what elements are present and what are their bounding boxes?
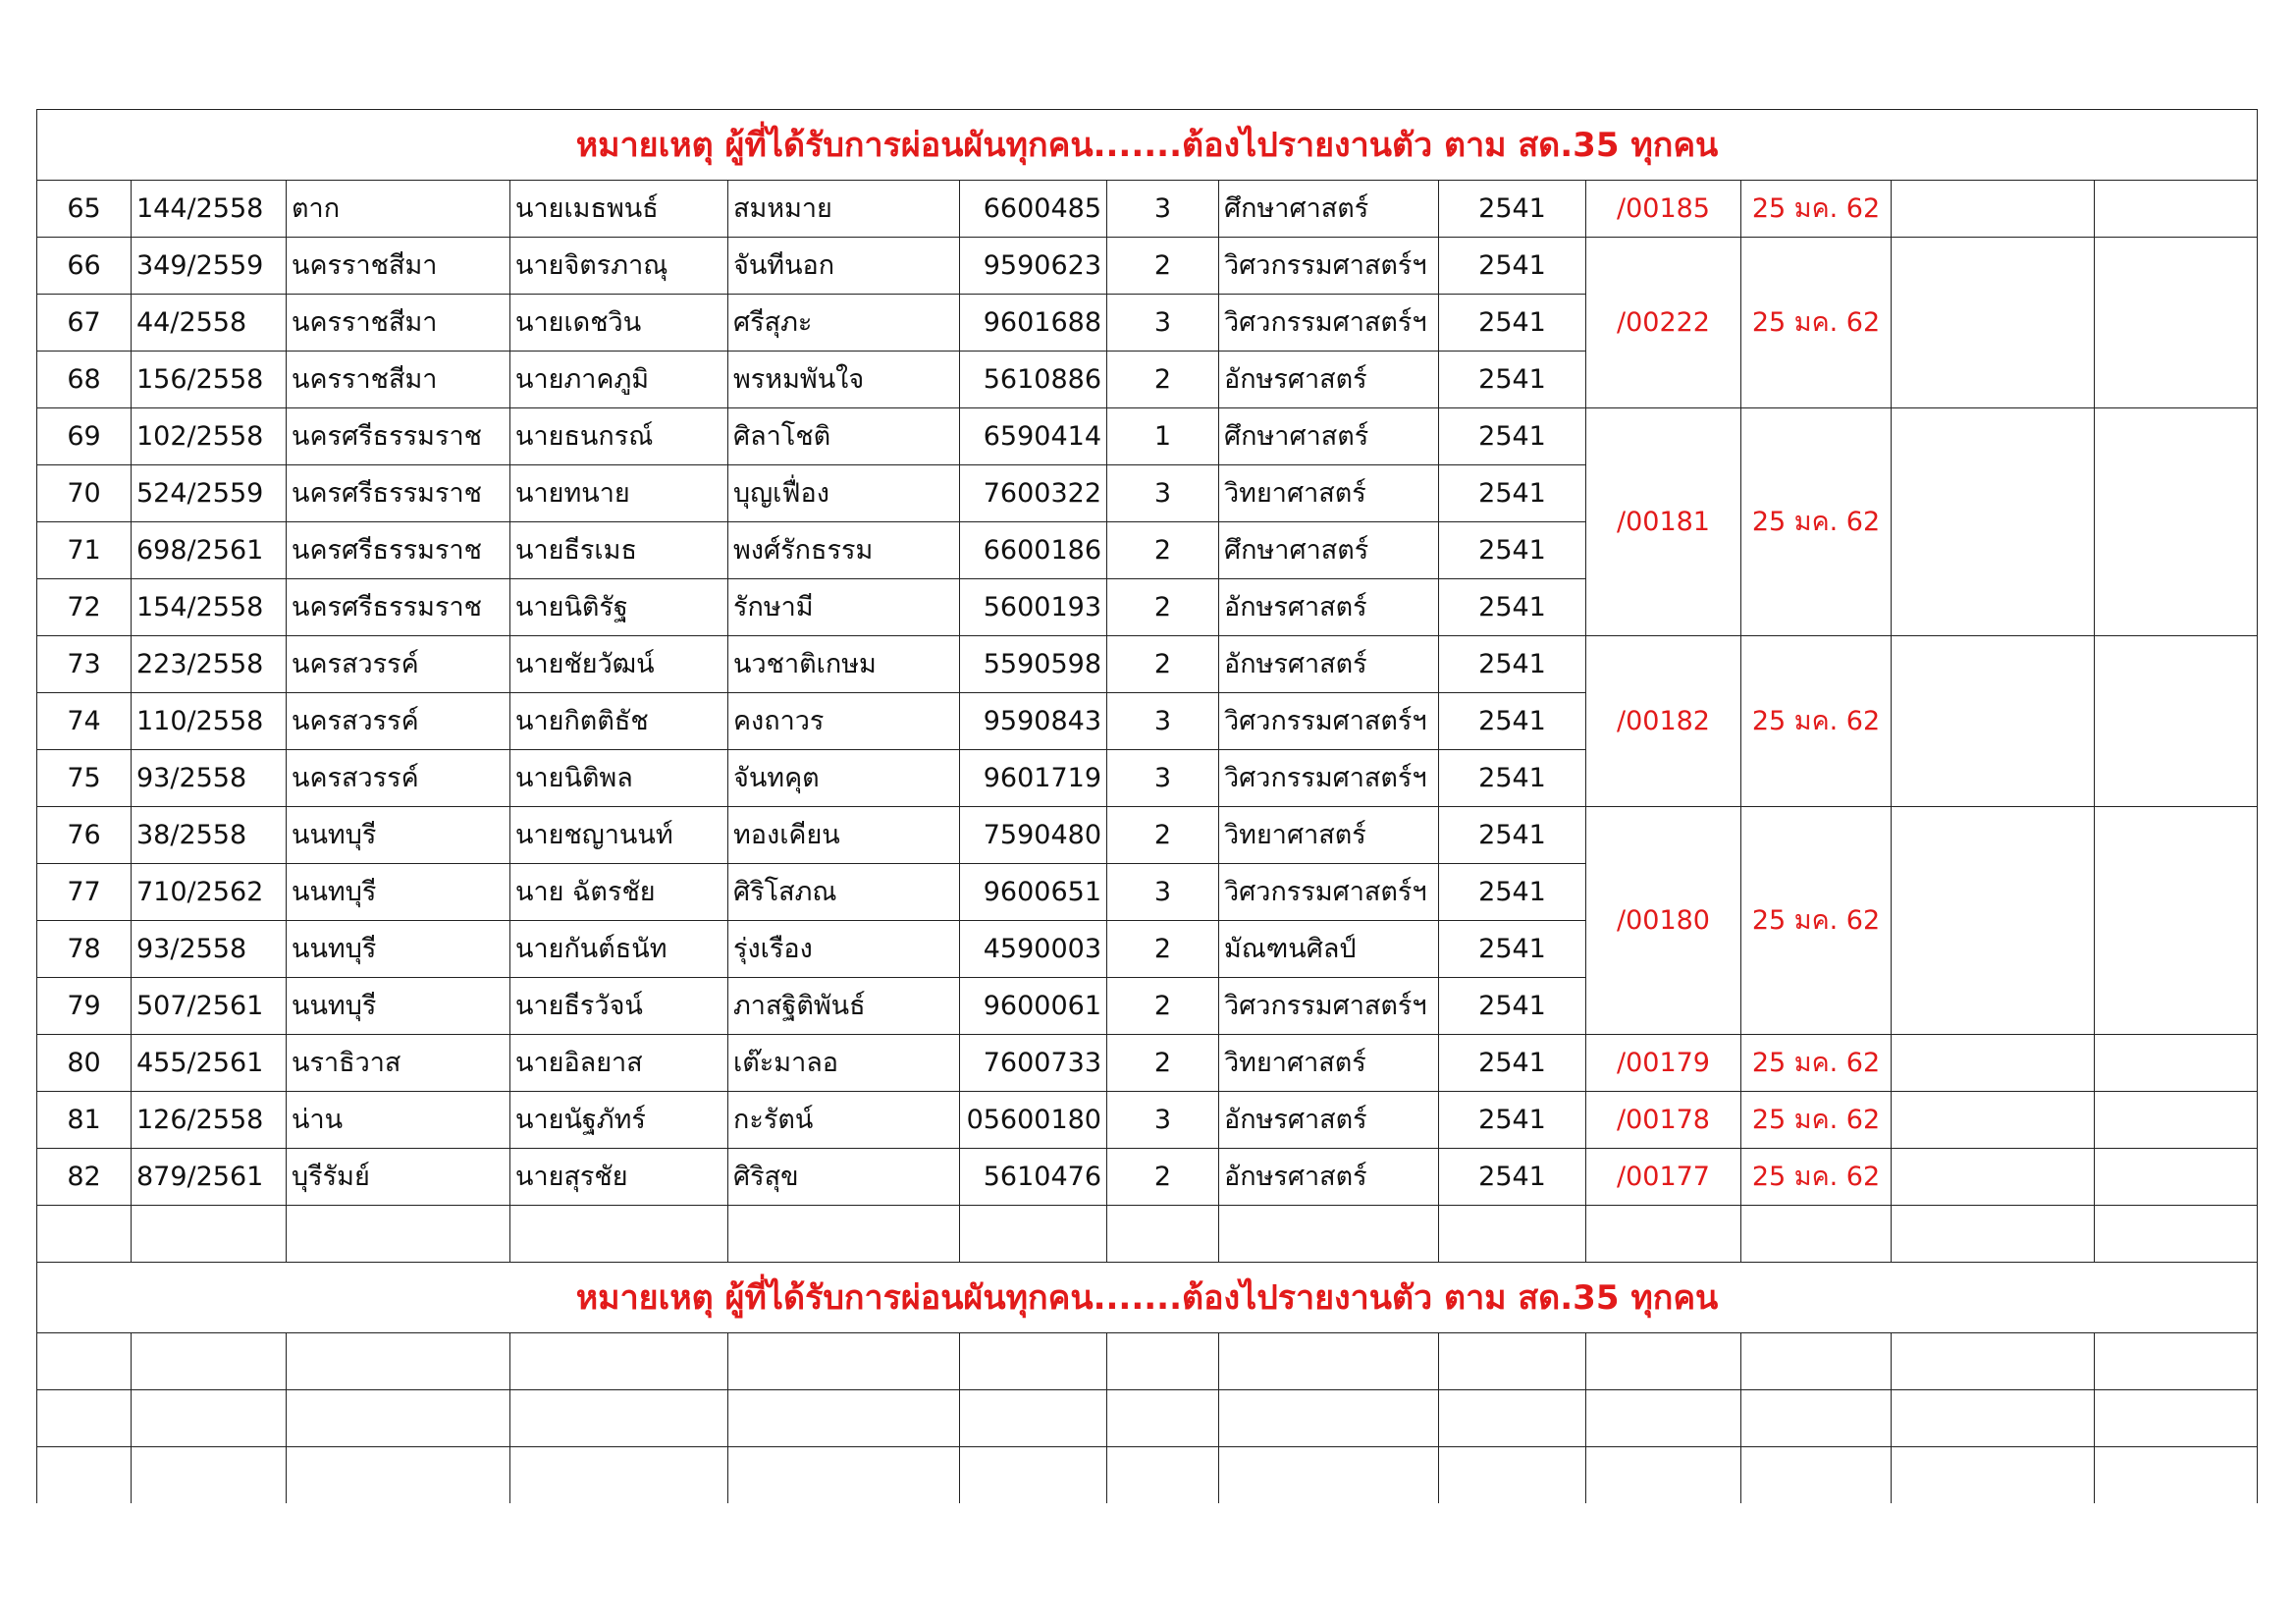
table-row bbox=[37, 636, 2258, 693]
cell-province: นราธิวาส bbox=[287, 1035, 510, 1092]
cell-document-no: 44/2558 bbox=[132, 295, 287, 352]
cell-first-name: นายธีรเมธ bbox=[510, 522, 728, 579]
cell-last-name: พงศ์รักธรรม bbox=[728, 522, 960, 579]
cell-empty bbox=[1586, 1206, 1741, 1263]
cell-birth-year: 2541 bbox=[1439, 352, 1586, 408]
cell-last-name: ศิริโสภณ bbox=[728, 864, 960, 921]
cell-empty bbox=[37, 1206, 132, 1263]
note-row-top bbox=[37, 110, 2258, 181]
cell-province: นนทบุรี bbox=[287, 978, 510, 1035]
cell-province: นครราชสีมา bbox=[287, 295, 510, 352]
cell-year-level: 2 bbox=[1107, 921, 1219, 978]
cell-empty bbox=[728, 1447, 960, 1504]
cell-student-code: 9590843 bbox=[960, 693, 1107, 750]
cell-last-name: ศิริสุข bbox=[728, 1149, 960, 1206]
cell-document-no: 93/2558 bbox=[132, 921, 287, 978]
cell-year-level: 3 bbox=[1107, 181, 1219, 238]
cell-number: 69 bbox=[37, 408, 132, 465]
cell-date: 25 มค. 62 bbox=[1741, 807, 1892, 1035]
cell-birth-year: 2541 bbox=[1439, 693, 1586, 750]
cell-student-code: 5600193 bbox=[960, 579, 1107, 636]
cell-reference-no: /00178 bbox=[1586, 1092, 1741, 1149]
cell-empty bbox=[1892, 1333, 2095, 1390]
note-text: หมายเหตุ ผู้ที่ได้รับการผ่อนผันทุกคน.......ต้องไปรายงานตัว ตาม สด.35 ทุกคน bbox=[37, 1263, 2258, 1333]
cell-empty bbox=[287, 1333, 510, 1390]
cell-document-no: 93/2558 bbox=[132, 750, 287, 807]
cell-year-level: 2 bbox=[1107, 1035, 1219, 1092]
cell-empty bbox=[728, 1390, 960, 1447]
cell-empty bbox=[1219, 1333, 1439, 1390]
cell-empty bbox=[132, 1333, 287, 1390]
cell-student-code: 7590480 bbox=[960, 807, 1107, 864]
cell-date: 25 มค. 62 bbox=[1741, 1092, 1892, 1149]
cell-number: 80 bbox=[37, 1035, 132, 1092]
cell-faculty: อักษรศาสตร์ bbox=[1219, 1149, 1439, 1206]
cell-empty bbox=[728, 1206, 960, 1263]
cell-document-no: 698/2561 bbox=[132, 522, 287, 579]
cell-empty bbox=[1892, 1447, 2095, 1504]
cell-document-no: 710/2562 bbox=[132, 864, 287, 921]
cell-student-code: 5610886 bbox=[960, 352, 1107, 408]
cell-empty bbox=[1741, 1206, 1892, 1263]
cell-document-no: 154/2558 bbox=[132, 579, 287, 636]
cell-birth-year: 2541 bbox=[1439, 181, 1586, 238]
cell-empty bbox=[1439, 1333, 1586, 1390]
cell-student-code: 9600061 bbox=[960, 978, 1107, 1035]
table-body bbox=[37, 110, 2258, 1504]
cell-empty bbox=[1107, 1333, 1219, 1390]
cell-document-no: 126/2558 bbox=[132, 1092, 287, 1149]
cell-document-no: 102/2558 bbox=[132, 408, 287, 465]
cell-reference-no: /00222 bbox=[1586, 238, 1741, 408]
cell-document-no: 524/2559 bbox=[132, 465, 287, 522]
cell-birth-year: 2541 bbox=[1439, 408, 1586, 465]
cell-faculty: อักษรศาสตร์ bbox=[1219, 352, 1439, 408]
cell-empty bbox=[132, 1206, 287, 1263]
cell-empty bbox=[960, 1333, 1107, 1390]
cell-empty bbox=[2095, 1092, 2258, 1149]
cell-first-name: นายธนกรณ์ bbox=[510, 408, 728, 465]
blank-row bbox=[37, 1333, 2258, 1390]
cell-faculty: ศึกษาศาสตร์ bbox=[1219, 522, 1439, 579]
cell-first-name: นายธีรวัจน์ bbox=[510, 978, 728, 1035]
cell-birth-year: 2541 bbox=[1439, 1149, 1586, 1206]
cell-student-code: 9590623 bbox=[960, 238, 1107, 295]
cell-province: นครราชสีมา bbox=[287, 352, 510, 408]
cell-empty bbox=[960, 1390, 1107, 1447]
cell-faculty: วิศวกรรมศาสตร์ฯ bbox=[1219, 750, 1439, 807]
cell-document-no: 879/2561 bbox=[132, 1149, 287, 1206]
cell-number: 71 bbox=[37, 522, 132, 579]
cell-number: 73 bbox=[37, 636, 132, 693]
cell-first-name: นายอิลยาส bbox=[510, 1035, 728, 1092]
cell-student-code: 9601688 bbox=[960, 295, 1107, 352]
cell-birth-year: 2541 bbox=[1439, 522, 1586, 579]
cell-faculty: วิศวกรรมศาสตร์ฯ bbox=[1219, 864, 1439, 921]
cell-province: นครศรีธรรมราช bbox=[287, 522, 510, 579]
cell-last-name: รุ่งเรือง bbox=[728, 921, 960, 978]
cell-first-name: นายชัยวัฒน์ bbox=[510, 636, 728, 693]
table-row bbox=[37, 181, 2258, 238]
cell-last-name: จันทีนอก bbox=[728, 238, 960, 295]
cell-province: บุรีรัมย์ bbox=[287, 1149, 510, 1206]
cell-last-name: รักษามี bbox=[728, 579, 960, 636]
cell-province: ตาก bbox=[287, 181, 510, 238]
cell-empty bbox=[2095, 238, 2258, 408]
note-row-bottom bbox=[37, 1263, 2258, 1333]
cell-empty bbox=[960, 1206, 1107, 1263]
cell-province: นนทบุรี bbox=[287, 921, 510, 978]
cell-faculty: อักษรศาสตร์ bbox=[1219, 1092, 1439, 1149]
cell-empty bbox=[1892, 181, 2095, 238]
cell-student-code: 05600180 bbox=[960, 1092, 1107, 1149]
cell-empty bbox=[2095, 807, 2258, 1035]
cell-reference-no: /00180 bbox=[1586, 807, 1741, 1035]
cell-year-level: 3 bbox=[1107, 295, 1219, 352]
cell-empty bbox=[287, 1206, 510, 1263]
cell-province: นนทบุรี bbox=[287, 864, 510, 921]
cell-last-name: คงถาวร bbox=[728, 693, 960, 750]
cell-empty bbox=[132, 1390, 287, 1447]
cell-empty bbox=[1741, 1390, 1892, 1447]
cell-empty bbox=[1219, 1447, 1439, 1504]
cell-date: 25 มค. 62 bbox=[1741, 636, 1892, 807]
cell-faculty: ศึกษาศาสตร์ bbox=[1219, 408, 1439, 465]
cell-birth-year: 2541 bbox=[1439, 295, 1586, 352]
cell-document-no: 110/2558 bbox=[132, 693, 287, 750]
cell-date: 25 มค. 62 bbox=[1741, 1035, 1892, 1092]
cell-faculty: มัณฑนศิลป์ bbox=[1219, 921, 1439, 978]
cell-empty bbox=[287, 1447, 510, 1504]
cell-reference-no: /00182 bbox=[1586, 636, 1741, 807]
cell-province: นครศรีธรรมราช bbox=[287, 408, 510, 465]
cell-student-code: 5610476 bbox=[960, 1149, 1107, 1206]
cell-student-code: 6600485 bbox=[960, 181, 1107, 238]
cell-number: 78 bbox=[37, 921, 132, 978]
cell-empty bbox=[37, 1447, 132, 1504]
cell-year-level: 3 bbox=[1107, 750, 1219, 807]
cell-date: 25 มค. 62 bbox=[1741, 238, 1892, 408]
cell-faculty: วิศวกรรมศาสตร์ฯ bbox=[1219, 295, 1439, 352]
cell-student-code: 5590598 bbox=[960, 636, 1107, 693]
cell-empty bbox=[1439, 1390, 1586, 1447]
cell-faculty: วิศวกรรมศาสตร์ฯ bbox=[1219, 238, 1439, 295]
cell-first-name: นายกิตติธัช bbox=[510, 693, 728, 750]
cell-empty bbox=[2095, 1333, 2258, 1390]
cell-faculty: วิทยาศาสตร์ bbox=[1219, 1035, 1439, 1092]
cell-birth-year: 2541 bbox=[1439, 921, 1586, 978]
cell-birth-year: 2541 bbox=[1439, 238, 1586, 295]
table-row bbox=[37, 1092, 2258, 1149]
cell-empty bbox=[510, 1390, 728, 1447]
cell-number: 82 bbox=[37, 1149, 132, 1206]
cell-document-no: 38/2558 bbox=[132, 807, 287, 864]
cell-province: นครศรีธรรมราช bbox=[287, 579, 510, 636]
cell-province: นครราชสีมา bbox=[287, 238, 510, 295]
cell-first-name: นายนัฐภัทร์ bbox=[510, 1092, 728, 1149]
cell-first-name: นายชญานนท์ bbox=[510, 807, 728, 864]
cell-faculty: วิศวกรรมศาสตร์ฯ bbox=[1219, 978, 1439, 1035]
table-row bbox=[37, 807, 2258, 864]
cell-empty bbox=[1107, 1447, 1219, 1504]
cell-first-name: นายจิตรภาณุ bbox=[510, 238, 728, 295]
table-row bbox=[37, 1035, 2258, 1092]
cell-birth-year: 2541 bbox=[1439, 579, 1586, 636]
cell-empty bbox=[1892, 408, 2095, 636]
cell-last-name: กะรัตน์ bbox=[728, 1092, 960, 1149]
blank-row bbox=[37, 1447, 2258, 1504]
cell-faculty: อักษรศาสตร์ bbox=[1219, 579, 1439, 636]
cell-empty bbox=[1892, 1206, 2095, 1263]
cell-last-name: ทองเคียน bbox=[728, 807, 960, 864]
cell-student-code: 4590003 bbox=[960, 921, 1107, 978]
cell-document-no: 507/2561 bbox=[132, 978, 287, 1035]
cell-province: นครสวรรค์ bbox=[287, 636, 510, 693]
cell-document-no: 223/2558 bbox=[132, 636, 287, 693]
cell-province: น่าน bbox=[287, 1092, 510, 1149]
cell-birth-year: 2541 bbox=[1439, 807, 1586, 864]
cell-year-level: 2 bbox=[1107, 579, 1219, 636]
cell-year-level: 2 bbox=[1107, 1149, 1219, 1206]
cell-year-level: 3 bbox=[1107, 864, 1219, 921]
cell-empty bbox=[1586, 1333, 1741, 1390]
cell-empty bbox=[2095, 1149, 2258, 1206]
cell-date: 25 มค. 62 bbox=[1741, 408, 1892, 636]
cell-year-level: 2 bbox=[1107, 522, 1219, 579]
cell-last-name: ศิลาโชติ bbox=[728, 408, 960, 465]
cell-empty bbox=[1741, 1447, 1892, 1504]
cell-province: นครสวรรค์ bbox=[287, 693, 510, 750]
cell-year-level: 2 bbox=[1107, 636, 1219, 693]
cell-first-name: นายนิติรัฐ bbox=[510, 579, 728, 636]
cell-empty bbox=[132, 1447, 287, 1504]
cell-last-name: จันทคุต bbox=[728, 750, 960, 807]
cell-birth-year: 2541 bbox=[1439, 750, 1586, 807]
cell-last-name: ภาสฐิติพันธ์ bbox=[728, 978, 960, 1035]
blank-row bbox=[37, 1390, 2258, 1447]
cell-reference-no: /00181 bbox=[1586, 408, 1741, 636]
cell-first-name: นายนิติพล bbox=[510, 750, 728, 807]
cell-empty bbox=[2095, 181, 2258, 238]
cell-empty bbox=[960, 1447, 1107, 1504]
cell-empty bbox=[1892, 636, 2095, 807]
cell-date: 25 มค. 62 bbox=[1741, 1149, 1892, 1206]
cell-empty bbox=[2095, 1447, 2258, 1504]
cell-year-level: 3 bbox=[1107, 693, 1219, 750]
cell-empty bbox=[1107, 1206, 1219, 1263]
cell-province: นครศรีธรรมราช bbox=[287, 465, 510, 522]
cell-first-name: นายสุรชัย bbox=[510, 1149, 728, 1206]
cell-birth-year: 2541 bbox=[1439, 864, 1586, 921]
cell-empty bbox=[1219, 1206, 1439, 1263]
cell-birth-year: 2541 bbox=[1439, 978, 1586, 1035]
cell-number: 79 bbox=[37, 978, 132, 1035]
cell-number: 75 bbox=[37, 750, 132, 807]
cell-empty bbox=[1892, 1390, 2095, 1447]
cell-empty bbox=[1892, 1092, 2095, 1149]
cell-first-name: นายทนาย bbox=[510, 465, 728, 522]
cell-faculty: วิทยาศาสตร์ bbox=[1219, 807, 1439, 864]
cell-year-level: 2 bbox=[1107, 978, 1219, 1035]
cell-first-name: นายกันต์ธนัท bbox=[510, 921, 728, 978]
cell-province: นครสวรรค์ bbox=[287, 750, 510, 807]
cell-number: 81 bbox=[37, 1092, 132, 1149]
cell-empty bbox=[1741, 1333, 1892, 1390]
cell-reference-no: /00177 bbox=[1586, 1149, 1741, 1206]
cell-number: 74 bbox=[37, 693, 132, 750]
cell-number: 66 bbox=[37, 238, 132, 295]
cell-reference-no: /00179 bbox=[1586, 1035, 1741, 1092]
cell-year-level: 2 bbox=[1107, 238, 1219, 295]
cell-first-name: นายเมธพนธ์ bbox=[510, 181, 728, 238]
cell-empty bbox=[1219, 1390, 1439, 1447]
cell-empty bbox=[510, 1333, 728, 1390]
cell-student-code: 6590414 bbox=[960, 408, 1107, 465]
cell-last-name: สมหมาย bbox=[728, 181, 960, 238]
note-text: หมายเหตุ ผู้ที่ได้รับการผ่อนผันทุกคน.......ต้องไปรายงานตัว ตาม สด.35 ทุกคน bbox=[37, 110, 2258, 181]
cell-year-level: 3 bbox=[1107, 1092, 1219, 1149]
cell-student-code: 9600651 bbox=[960, 864, 1107, 921]
cell-year-level: 1 bbox=[1107, 408, 1219, 465]
cell-empty bbox=[2095, 1390, 2258, 1447]
cell-faculty: อักษรศาสตร์ bbox=[1219, 636, 1439, 693]
cell-student-code: 7600322 bbox=[960, 465, 1107, 522]
cell-empty bbox=[1586, 1447, 1741, 1504]
cell-year-level: 2 bbox=[1107, 807, 1219, 864]
cell-empty bbox=[2095, 1035, 2258, 1092]
cell-birth-year: 2541 bbox=[1439, 1092, 1586, 1149]
table-row bbox=[37, 1149, 2258, 1206]
cell-empty bbox=[1892, 238, 2095, 408]
cell-document-no: 156/2558 bbox=[132, 352, 287, 408]
cell-faculty: วิทยาศาสตร์ bbox=[1219, 465, 1439, 522]
cell-reference-no: /00185 bbox=[1586, 181, 1741, 238]
cell-document-no: 144/2558 bbox=[132, 181, 287, 238]
cell-birth-year: 2541 bbox=[1439, 465, 1586, 522]
cell-number: 76 bbox=[37, 807, 132, 864]
cell-year-level: 2 bbox=[1107, 352, 1219, 408]
cell-empty bbox=[510, 1206, 728, 1263]
cell-number: 68 bbox=[37, 352, 132, 408]
cell-empty bbox=[1892, 807, 2095, 1035]
cell-number: 65 bbox=[37, 181, 132, 238]
blank-row bbox=[37, 1206, 2258, 1263]
cell-student-code: 7600733 bbox=[960, 1035, 1107, 1092]
cell-date: 25 มค. 62 bbox=[1741, 181, 1892, 238]
cell-empty bbox=[37, 1390, 132, 1447]
cell-document-no: 349/2559 bbox=[132, 238, 287, 295]
cell-number: 72 bbox=[37, 579, 132, 636]
cell-last-name: ศรีสุภะ bbox=[728, 295, 960, 352]
cell-birth-year: 2541 bbox=[1439, 636, 1586, 693]
cell-last-name: เต๊ะมาลอ bbox=[728, 1035, 960, 1092]
cell-empty bbox=[1586, 1390, 1741, 1447]
cell-faculty: ศึกษาศาสตร์ bbox=[1219, 181, 1439, 238]
cell-empty bbox=[728, 1333, 960, 1390]
cell-last-name: บุญเฟื่อง bbox=[728, 465, 960, 522]
registration-table bbox=[36, 109, 2258, 1503]
table-row bbox=[37, 408, 2258, 465]
cell-document-no: 455/2561 bbox=[132, 1035, 287, 1092]
cell-faculty: วิศวกรรมศาสตร์ฯ bbox=[1219, 693, 1439, 750]
cell-first-name: นายเดชวิน bbox=[510, 295, 728, 352]
cell-empty bbox=[1439, 1447, 1586, 1504]
cell-first-name: นาย ฉัตรชัย bbox=[510, 864, 728, 921]
cell-first-name: นายภาคภูมิ bbox=[510, 352, 728, 408]
cell-number: 70 bbox=[37, 465, 132, 522]
cell-student-code: 9601719 bbox=[960, 750, 1107, 807]
cell-student-code: 6600186 bbox=[960, 522, 1107, 579]
table-row bbox=[37, 238, 2258, 295]
cell-empty bbox=[2095, 408, 2258, 636]
cell-year-level: 3 bbox=[1107, 465, 1219, 522]
cell-empty bbox=[2095, 1206, 2258, 1263]
cell-province: นนทบุรี bbox=[287, 807, 510, 864]
cell-empty bbox=[37, 1333, 132, 1390]
cell-number: 77 bbox=[37, 864, 132, 921]
cell-empty bbox=[1107, 1390, 1219, 1447]
cell-last-name: นวชาติเกษม bbox=[728, 636, 960, 693]
cell-empty bbox=[2095, 636, 2258, 807]
cell-empty bbox=[287, 1390, 510, 1447]
cell-birth-year: 2541 bbox=[1439, 1035, 1586, 1092]
cell-empty bbox=[510, 1447, 728, 1504]
cell-empty bbox=[1892, 1035, 2095, 1092]
cell-empty bbox=[1892, 1149, 2095, 1206]
cell-number: 67 bbox=[37, 295, 132, 352]
cell-last-name: พรหมพันใจ bbox=[728, 352, 960, 408]
cell-empty bbox=[1439, 1206, 1586, 1263]
